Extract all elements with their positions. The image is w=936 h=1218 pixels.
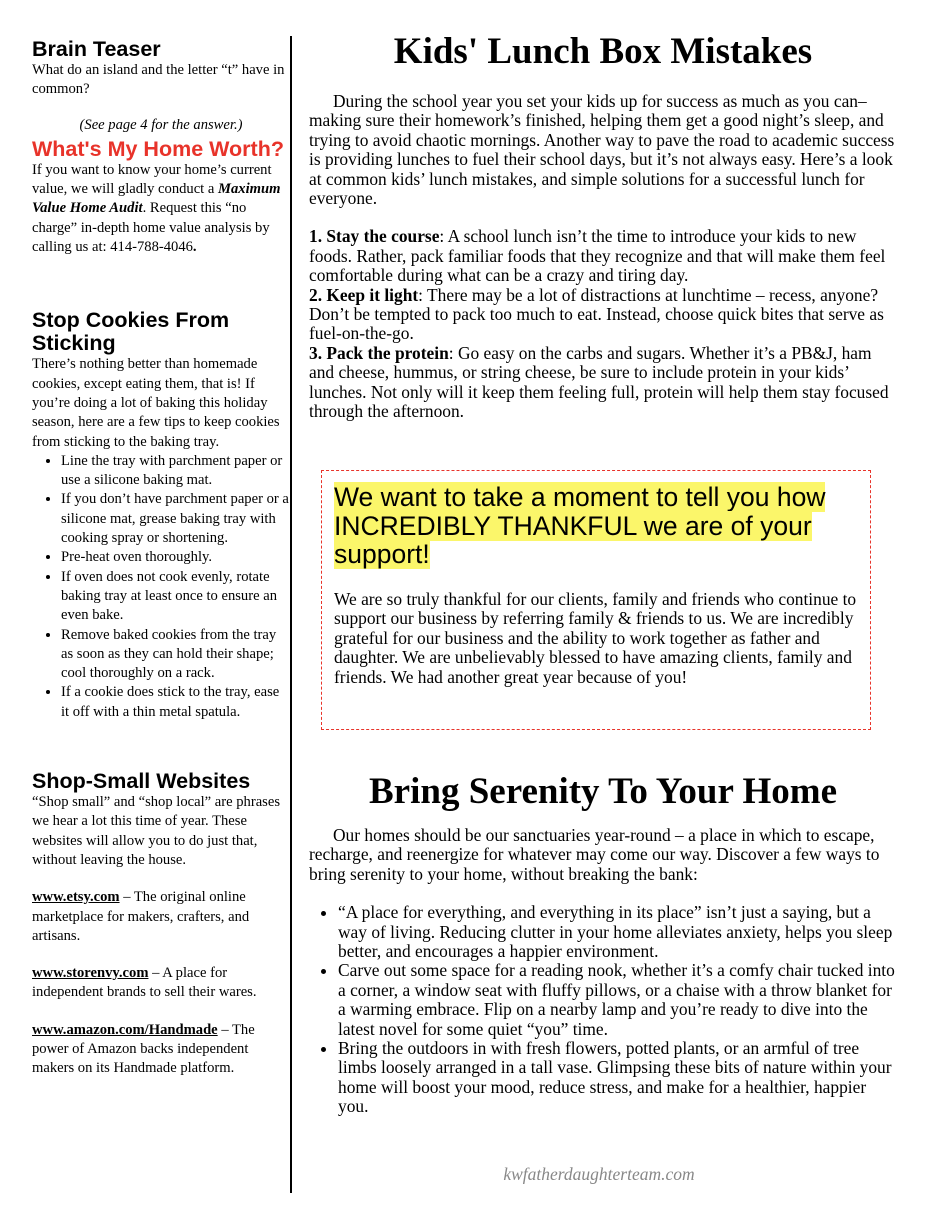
cookie-tips-list	[32, 452, 290, 722]
list-item: • If a cookie does stick to the tray, ease it off with a thin metal spatula.	[61, 683, 290, 722]
site-entry-amazon-handmade	[32, 1021, 290, 1079]
list-item: • If oven does not cook evenly, rotate baking tray at least once to ensure an even bake.	[61, 568, 290, 626]
home-worth-section	[32, 138, 290, 257]
cookies-section	[32, 309, 290, 722]
amazon-handmade-link[interactable]: www.amazon.com/Handmade	[32, 1021, 218, 1038]
site-entry-storenvy	[32, 964, 290, 1003]
serenity-tips-list	[309, 903, 897, 1116]
lunch-intro: During the school year you set your kids up for success as much as you can–making sure their homework’s finished, helping them get a good night’s sleep, and trying to avoid chaotic mornings. Another way to pave the road to academic success is providing lunches to fuel their school days, but it’s not always easy. Here’s a look at common kids’ lunch mistakes, and simple solutions for a successful lunch for everyone.	[309, 91, 895, 209]
etsy-link[interactable]: www.etsy.com	[32, 889, 120, 906]
list-item: • Line the tray with parchment paper or use a silicone baking mat.	[61, 452, 290, 491]
thank-you-body: We are so truly thankful for our clients, family and friends who continue to support our business by referring family & friends to us. We are incredibly grateful for our business and the ability to work together as father and daughter. We are unbelievably blessed to have amazing clients, family and friends. We had another great year because of you!	[334, 589, 857, 687]
lunch-tip-1	[309, 227, 897, 285]
footer-website: kwfatherdaughterteam.com	[503, 1164, 695, 1184]
lunch-tip-3	[309, 344, 897, 422]
serenity-intro: Our homes should be our sanctuaries year-round – a place in which to escape, recharge, and reenergize for whatever may come our way. Discover a few ways to bring serenity to your home, without breaking the bank:	[309, 825, 880, 884]
lunch-tip-3-label: 3. Pack the protein	[309, 342, 449, 363]
amazon-handmade-desc: – The power of Amazon backs independent makers on its Handmade platform.	[32, 1021, 255, 1077]
cookies-intro: There’s nothing better than homemade cookies, except eating them, that is! If you’re doing a lot of baking this holiday season, here are a few tips to keep cookies from sticking to the baking tray.	[32, 356, 280, 450]
home-audit-emphasis: Maximum Value Home Audit	[32, 181, 281, 217]
brain-teaser-answer-note: (See page 4 for the answer.)	[79, 116, 243, 133]
main-column	[309, 30, 897, 1117]
column-divider	[290, 36, 292, 1193]
lunch-tip-2	[309, 286, 897, 344]
storenvy-desc: – A place for independent brands to sell their wares.	[32, 965, 257, 1001]
list-item: • Bring the outdoors in with fresh flowers, potted plants, or an armful of tree limbs loosely arranged in a tall vase. Glimpsing these bits of nature within your home will boost your mood, reduce stress, and make for a healthier, happier you.	[338, 1039, 897, 1117]
lunch-tip-1-label: 1. Stay the course	[309, 226, 440, 247]
shop-small-intro: “Shop small” and “shop local” are phrases we hear a lot this time of year. These websites will allow you to do just that, without leaving the house.	[32, 794, 281, 868]
home-worth-text-after: . Request this “no charge” in-depth home value analysis by calling us at: 414-788-4046	[32, 200, 270, 256]
list-item: • Pre-heat oven thoroughly.	[61, 548, 290, 567]
thank-you-headline-text: We want to take a moment to tell you how INCREDIBLY THANKFUL we are of your support!	[334, 482, 826, 569]
list-item: • If you don’t have parchment paper or a silicone mat, grease baking tray with cooking spray or shortening.	[61, 490, 290, 548]
serenity-article-title: Bring Serenity To Your Home	[368, 771, 838, 812]
sidebar	[32, 38, 290, 1079]
serenity-article	[309, 770, 897, 1117]
shop-small-section	[32, 770, 290, 1079]
etsy-desc: – The original online marketplace for makers, crafters, and artisans.	[32, 889, 250, 944]
home-worth-text	[32, 161, 290, 257]
list-item: • Remove baked cookies from the tray as soon as they can hold their shape; cool thoroughly on a rack.	[61, 626, 290, 684]
list-item: • “A place for everything, and everything in its place” isn’t just a saying, but a way of living. Reducing clutter in your home alleviates anxiety, helps you sleep better, and encourages a happier environment.	[338, 903, 897, 961]
cookies-heading: Stop Cookies From Sticking	[32, 308, 230, 356]
lunch-tip-2-label: 2. Keep it light	[309, 284, 419, 305]
brain-teaser-question: What do an island and the letter “t” have in common?	[32, 62, 285, 98]
brain-teaser-heading: Brain Teaser	[32, 37, 161, 61]
lunch-tip-1-text: : A school lunch isn’t the time to introduce your kids to new foods. Rather, pack familiar foods that they recognize and that will make them feel comfortable during what can be a crazy and tiring day.	[309, 226, 886, 286]
lunch-tip-2-text: : There may be a lot of distractions at lunchtime – recess, anyone? Don’t be tempted to pack too much to eat. Instead, choose quick bites that serve as fuel-on-the-go.	[309, 284, 884, 344]
list-item: • Carve out some space for a reading nook, whether it’s a comfy chair tucked into a corner, a window seat with fluffy pillows, or a chaise with a throw blanket for a warming embrace. Flip on a nearby lamp and you’re ready to dive into the latest novel for some quiet “you” time.	[338, 961, 897, 1039]
home-worth-heading: What's My Home Worth?	[32, 136, 284, 161]
lunch-article-title: Kids' Lunch Box Mistakes	[393, 31, 813, 72]
storenvy-link[interactable]: www.storenvy.com	[32, 965, 149, 982]
thank-you-box	[321, 470, 871, 730]
brain-teaser-section	[32, 38, 290, 135]
home-worth-text-before: If you want to know your home’s current value, we will gladly conduct a	[32, 161, 272, 198]
shop-small-heading: Shop-Small Websites	[32, 769, 251, 794]
site-entry-etsy	[32, 888, 290, 946]
lunch-tip-3-text: : Go easy on the carbs and sugars. Whether it’s a PB&J, ham and cheese, hummus, or string cheese, be sure to include protein in your kids’ lunches. Not only will it keep them feeling full, protein will help them stay focused through the afternoon.	[309, 342, 889, 422]
thank-you-headline	[334, 483, 862, 569]
home-worth-period: .	[192, 239, 197, 256]
